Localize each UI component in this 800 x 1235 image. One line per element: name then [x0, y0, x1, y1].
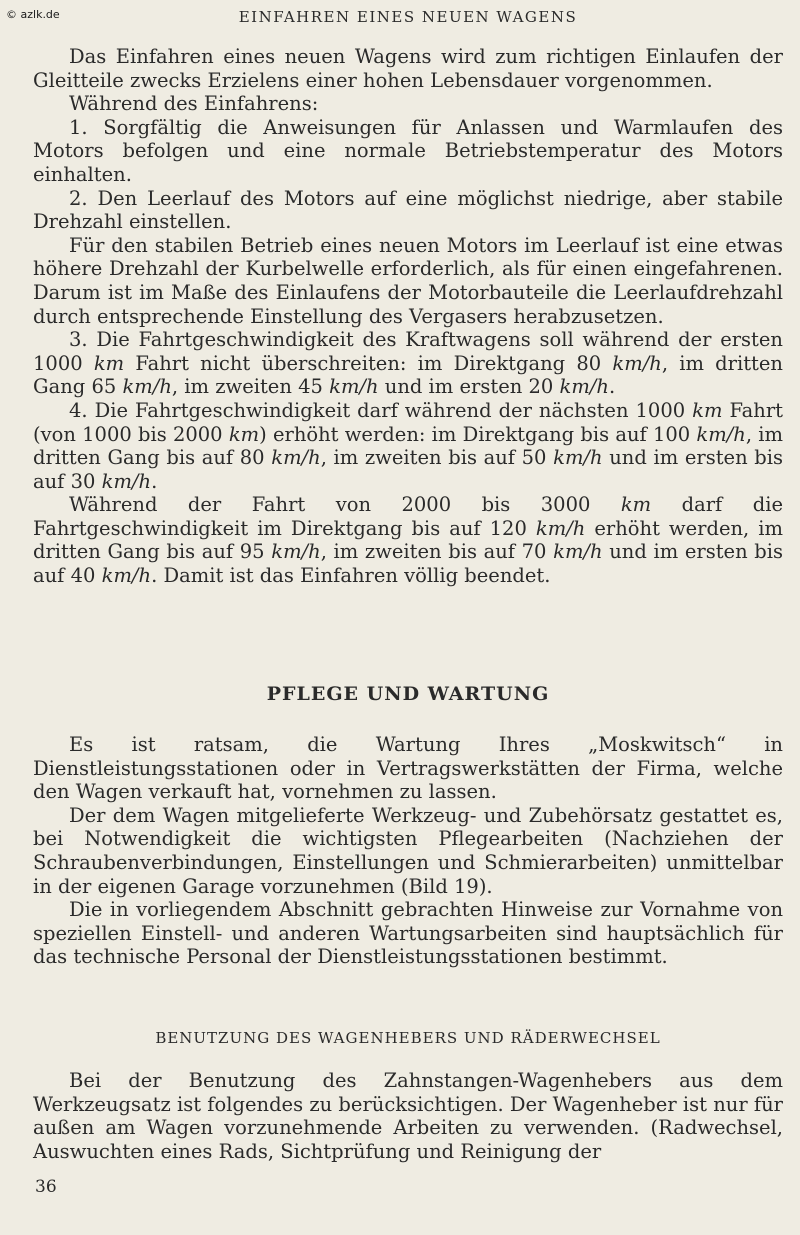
paragraph: Es ist ratsam, die Wartung Ihres „Moskwitsch“ in Dienstleistungsstationen oder in Vertragswerkstätten der Firma, welche den Wagen verkauft hat, vornehmen zu lassen. — [33, 733, 783, 804]
section-wagenheber — [33, 1069, 783, 1163]
paragraph: Bei der Benutzung des Zahnstangen-Wagenhebers aus dem Werkzeugsatz ist folgendes zu berücksichtigen. Der Wagenheber ist nur für außen am Wagen vorzunehmende Arbeiten zu verwenden. (Radwechsel, Auswuchten eines Rads, Sichtprüfung und Reinigung der — [33, 1069, 783, 1163]
section-heading-pflege: PFLEGE UND WARTUNG — [266, 683, 550, 705]
paragraph: 1. Sorgfältig die Anweisungen für Anlassen und Warmlaufen des Motors befolgen und eine normale Betriebstemperatur des Motors einhalten. — [33, 115, 783, 186]
paragraph: 2. Den Leerlauf des Motors auf eine möglichst niedrige, aber stabile Drehzahl einstellen. — [33, 186, 783, 234]
section-pflege — [33, 733, 783, 969]
paragraph: Die in vorliegendem Abschnitt gebrachten Hinweise zur Vornahme von speziellen Einstell- und anderen Wartungsarbeiten sind hauptsächlich für das technische Personal der Dienstleistungsstationen bestimmt. — [33, 898, 783, 969]
running-head: EINFAHREN EINES NEUEN WAGENS — [238, 8, 578, 26]
paragraph: 3. Die Fahrtgeschwindigkeit des Kraftwagens soll während der ersten 1000 km Fahrt nicht überschreiten: im Direktgang 80 km/h, im dritten Gang 65 km/h, im zweiten 45 km/h und im ersten 20 km/h. — [33, 328, 783, 399]
paragraph: Der dem Wagen mitgelieferte Werkzeug- und Zubehörsatz gestattet es, bei Notwendigkeit die wichtigsten Pflegearbeiten (Nachziehen der Schraubenverbindungen, Einstellungen und Schmierarbeiten) unmittelbar in der eigenen Garage vorzunehmen (Bild 19). — [33, 803, 783, 898]
page-number: 36 — [35, 1177, 57, 1197]
paragraph: 4. Die Fahrtgeschwindigkeit darf während der nächsten 1000 km Fahrt (von 1000 bis 2000 km) erhöht werden: im Direktgang bis auf 100 km/h, im dritten Gang bis auf 80 km/h, im zweiten bis auf 50 km/h und im ersten bis auf 30 km/h. — [33, 398, 784, 493]
paragraph: Während der Fahrt von 2000 bis 3000 km darf die Fahrtgeschwindigkeit im Direktgang bis auf 120 km/h erhöht werden, im dritten Gang bis auf 95 km/h, im zweiten bis auf 70 km/h und im ersten bis auf 40 km/h. Damit ist das Einfahren völlig beendet. — [33, 493, 784, 588]
paragraph: Während des Einfahrens: — [69, 92, 319, 116]
watermark: © azlk.de — [6, 8, 60, 21]
section-einfahren — [33, 45, 783, 588]
paragraph: Für den stabilen Betrieb eines neuen Motors im Leerlauf ist eine etwas höhere Drehzahl der Kurbelwelle erforderlich, als für einen eingefahrenen. Darum ist im Maße des Einlaufens der Motorbauteile die Leerlaufdrehzahl durch entsprechende Einstellung des Vergasers herabzusetzen. — [33, 233, 783, 328]
subsection-heading-wagenheber: BENUTZUNG DES WAGENHEBERS UND RÄDERWECHSEL — [155, 1029, 661, 1047]
paragraph: Das Einfahren eines neuen Wagens wird zum richtigen Einlaufen der Gleitteile zwecks Erzielens einer hohen Lebensdauer vorgenommen. — [33, 45, 783, 92]
